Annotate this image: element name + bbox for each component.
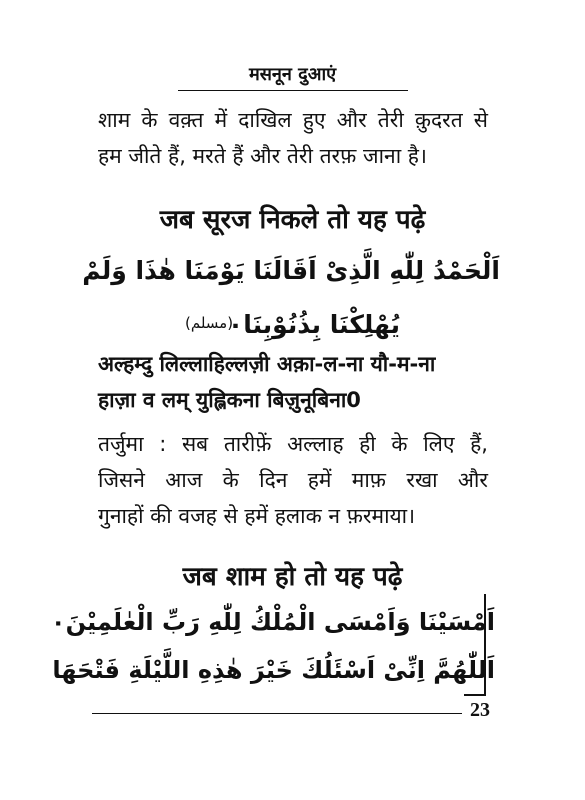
hadith-source: (مسلم) <box>185 314 234 332</box>
translation-line-2: जिसने आज के दिन हमें माफ़ रखा और <box>98 468 488 492</box>
intro-paragraph <box>98 102 488 174</box>
arabic-dua-line-1: اَلْحَمْدُ لِلّٰهِ الَّذِىْ اَقَالَنَا يَوْمَنَا هٰذَا وَلَمْ <box>82 256 500 285</box>
translation-paragraph <box>98 426 488 534</box>
intro-line-2: हम जीते हैं, मरते हैं और तेरी तरफ़ जाना है। <box>98 144 427 168</box>
transliteration-line-1: अल्हम्दु लिल्लाहिल्लज़ी अक़ा-ल-ना यौ-म-ना <box>98 352 436 376</box>
running-head: मसनून दुआएं <box>248 64 337 85</box>
transliteration-line-2: हाज़ा व लम् युह्लिकना बिज़ुनूबिना0 <box>98 388 361 412</box>
translation-line-1: तर्जुमा : सब तारीफ़ें अल्लाह ही के लिए हैं, <box>98 432 488 456</box>
section-heading-sunrise: जब सूरज निकले तो यह पढ़े <box>159 205 426 235</box>
footer-rule <box>92 713 462 714</box>
arabic-evening-line-1: اَمْسَيْنَا وَاَمْسَى الْمُلْكُ لِلّٰهِ رَبِّ الْعٰلَمِيْنَ٠ <box>50 608 495 636</box>
arabic-evening-line-2: اَللّٰهُمَّ اِنِّىْ اَسْئَلُكَ خَيْرَ هٰذِهِ اللَّيْلَةِ فَتْحَهَا <box>52 656 495 684</box>
arabic-dua-line-2: يُهْلِكْنَا بِذُنُوْبِنَا٠ <box>227 310 400 339</box>
section-heading-evening: जब शाम हो तो यह पढ़े <box>182 562 403 592</box>
margin-bracket <box>464 594 486 696</box>
intro-line-1: शाम के वक़्त में दाखिल हुए और तेरी क़ुदरत से <box>98 108 488 132</box>
header-rule <box>178 90 408 91</box>
page-number: 23 <box>470 699 490 721</box>
translation-line-3: गुनाहों की वजह से हमें हलाक न फ़रमाया। <box>98 504 416 528</box>
transliteration <box>98 346 498 418</box>
